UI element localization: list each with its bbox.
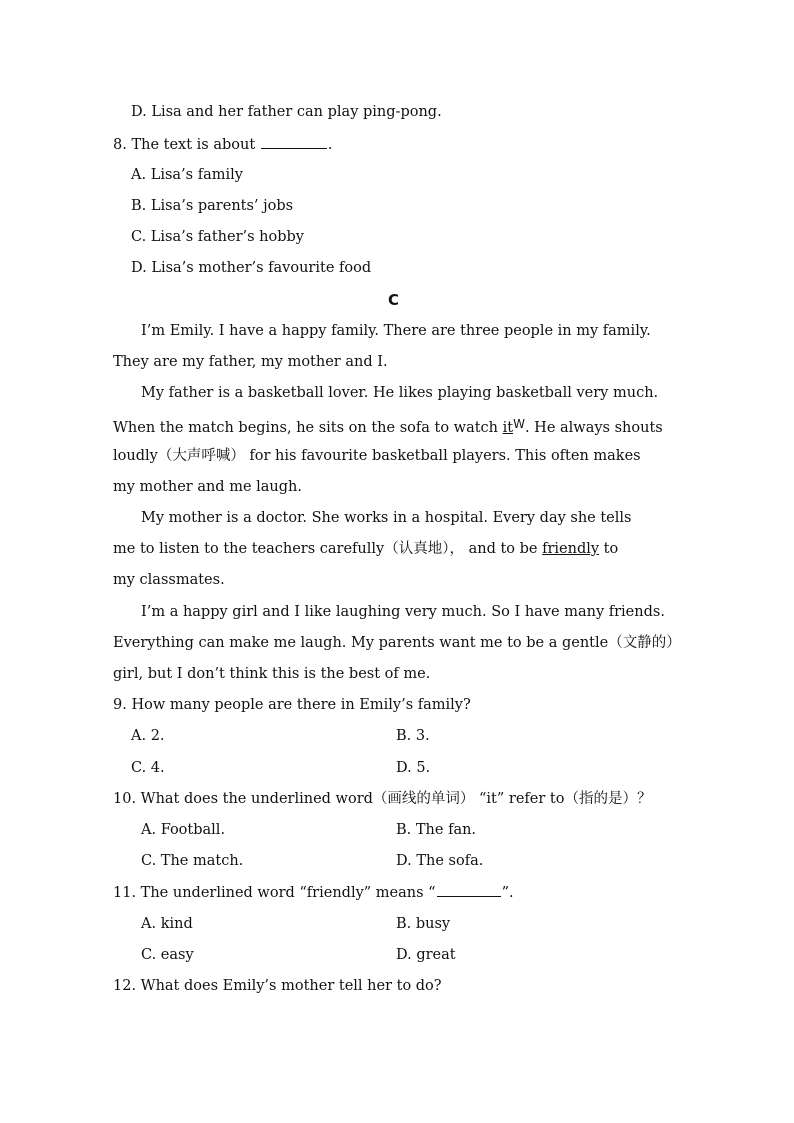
passage-text: . He always shouts — [524, 420, 663, 436]
question-8-option-b: B. Lisa’s parents’ jobs — [131, 198, 294, 214]
section-title: C — [388, 291, 400, 309]
passage-line: girl, but I don’t think this is the best of me. — [113, 666, 431, 682]
question-9-option-d: D. 5. — [396, 760, 431, 776]
question-8-option-d: D. Lisa’s mother’s favourite food — [131, 260, 372, 276]
question-11-option-c: C. easy — [141, 947, 194, 963]
passage-line — [113, 539, 618, 559]
question-11-stem — [113, 882, 514, 903]
question-9-option-b: B. 3. — [396, 728, 430, 744]
answer-blank — [437, 882, 501, 897]
passage-line: I’m Emily. I have a happy family. There are three people in my family. — [141, 323, 651, 339]
passage-line: Everything can make me laugh. My parents want me to be a gentle（文静的） — [113, 635, 681, 651]
passage-text: When the match begins, he sits on the sofa to watch — [113, 420, 503, 436]
underlined-word-it: it — [502, 420, 514, 436]
passage-line — [113, 414, 663, 438]
question-12-stem: 12. What does Emily’s mother tell her to do? — [113, 978, 442, 994]
question-8-option-c: C. Lisa’s father’s hobby — [131, 229, 304, 245]
question-8-end: . — [327, 137, 333, 153]
question-11-text: 11. The underlined word “friendly” means “ — [113, 885, 436, 901]
underlined-word-friendly: friendly — [542, 541, 600, 557]
question-11-option-a: A. kind — [141, 916, 193, 932]
question-10-option-a: A. Football. — [141, 822, 226, 838]
question-10-option-c: C. The match. — [141, 853, 244, 869]
question-10-option-b: B. The fan. — [396, 822, 477, 838]
question-9-option-a: A. 2. — [131, 728, 165, 744]
question-8-text: 8. The text is about — [113, 137, 260, 153]
passage-text: me to listen to the teachers carefully（认真地）， and to be — [113, 541, 543, 557]
question-11-option-d: D. great — [396, 947, 456, 963]
passage-line: loudly（大声呼喊） for his favourite basketball players. This often makes — [113, 448, 641, 464]
question-9-stem: 9. How many people are there in Emily’s family? — [113, 697, 471, 713]
stray-mark: W — [513, 417, 525, 431]
question-8-option-a: A. Lisa’s family — [131, 167, 243, 183]
question-11-option-b: B. busy — [396, 916, 451, 932]
question-8-stem — [113, 134, 332, 155]
answer-blank — [261, 134, 327, 149]
passage-line: my mother and me laugh. — [113, 479, 302, 495]
question-11-end: ”. — [501, 885, 514, 901]
passage-line: my classmates. — [113, 572, 225, 588]
question-10-option-d: D. The sofa. — [396, 853, 484, 869]
option-d: D. Lisa and her father can play ping-pong. — [131, 104, 442, 120]
passage-text: to — [599, 541, 619, 557]
question-10-stem: 10. What does the underlined word（画线的单词） “it” refer to（指的是）？ — [113, 791, 652, 807]
passage-line: I’m a happy girl and I like laughing very much. So I have many friends. — [141, 604, 665, 620]
passage-line: My father is a basketball lover. He likes playing basketball very much. — [141, 385, 659, 401]
passage-line: My mother is a doctor. She works in a hospital. Every day she tells — [141, 510, 632, 526]
passage-line: They are my father, my mother and I. — [113, 354, 388, 370]
question-9-option-c: C. 4. — [131, 760, 165, 776]
